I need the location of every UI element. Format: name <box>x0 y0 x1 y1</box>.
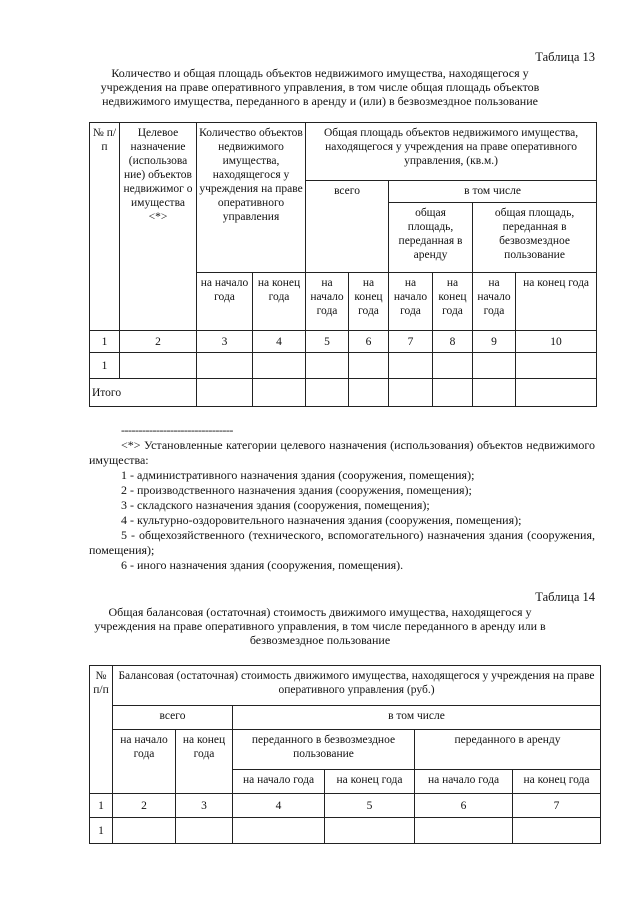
t13-col-number: 10 <box>516 331 597 353</box>
table-cell <box>433 379 473 407</box>
t13-sub-start: на начало года <box>473 273 516 331</box>
footnote-item: 5 - общехозяйственного (технического, вспомогательного) назначения здания (сооружения, помещения); <box>89 528 595 557</box>
table-cell <box>415 818 513 844</box>
table-cell <box>349 353 389 379</box>
footnote-item: 2 - производственного назначения здания (сооружения, помещения); <box>121 483 472 497</box>
table-cell <box>516 379 597 407</box>
t13-col-number: 6 <box>349 331 389 353</box>
table-row <box>90 353 597 379</box>
t14-header-free: переданного в безвозмездное пользование <box>233 730 415 770</box>
t13-sub-end: на конец года <box>516 273 597 331</box>
table-row <box>90 379 597 407</box>
table-cell <box>473 379 516 407</box>
table-cell <box>389 379 433 407</box>
t13-total-label: Итого <box>90 379 197 407</box>
t14-col-number: 3 <box>176 794 233 818</box>
table-cell <box>349 379 389 407</box>
t13-col-number: 9 <box>473 331 516 353</box>
t14-sub-end: на конец года <box>513 770 601 794</box>
t14-header-including: в том числе <box>233 706 601 730</box>
table-cell <box>176 818 233 844</box>
table-cell <box>306 353 349 379</box>
footnote-item: 3 - складского назначения здания (сооружения, помещения); <box>121 498 430 512</box>
table13-label: Таблица 13 <box>535 50 595 64</box>
table-row <box>90 818 601 844</box>
t13-col-number: 5 <box>306 331 349 353</box>
t13-col-number: 4 <box>253 331 306 353</box>
t13-col-number: 3 <box>197 331 253 353</box>
table-cell <box>233 818 325 844</box>
t13-header-total: всего <box>306 181 389 273</box>
t13-header-count: Количество объектов недвижимого имущества, находящегося у учреждения на праве оперативного управления <box>197 123 306 273</box>
t14-col-number: 2 <box>113 794 176 818</box>
t14-header-end: на конец года <box>176 730 233 794</box>
table-cell <box>253 379 306 407</box>
table-cell <box>513 818 601 844</box>
table-cell <box>306 379 349 407</box>
table14-title: Общая балансовая (остаточная) стоимость движимого имущества, находящегося у учреждения на праве оперативного управления, в том числе переданного в аренду или в безвозмездное пользование <box>94 605 546 647</box>
table13 <box>89 122 597 407</box>
t13-col-number: 1 <box>90 331 120 353</box>
t13-row1-num: 1 <box>90 353 120 379</box>
t14-sub-start: на начало года <box>415 770 513 794</box>
t14-header-rent: переданного в аренду <box>415 730 601 770</box>
table13-title: Количество и общая площадь объектов недвижимого имущества, находящегося у учреждения на праве оперативного управления, в том числе общая площадь объектов недвижимого имущества, переданного в аренду и (или) в безвозмездное пользование <box>100 66 540 108</box>
t14-col-number: 1 <box>90 794 113 818</box>
t13-sub-start: на начало года <box>306 273 349 331</box>
t14-col-number: 4 <box>233 794 325 818</box>
table-cell <box>253 353 306 379</box>
table-cell <box>197 353 253 379</box>
t13-header-num: № п/п <box>90 123 120 331</box>
table-cell <box>516 353 597 379</box>
t13-header-including: в том числе <box>389 181 597 203</box>
table-cell <box>325 818 415 844</box>
t14-col-number: 5 <box>325 794 415 818</box>
table14 <box>89 665 601 844</box>
footnote-item: 6 - иного назначения здания (сооружения, помещения). <box>121 558 404 572</box>
table14-label: Таблица 14 <box>535 590 595 604</box>
t13-header-purpose: Целевое назначение (использова ние) объектов недвижимог о имущества <*> <box>120 123 197 331</box>
t13-header-area: Общая площадь объектов недвижимого имущества, находящегося у учреждения на праве оперативного управления, (кв.м.) <box>306 123 597 181</box>
table-cell <box>433 353 473 379</box>
t14-col-number: 7 <box>513 794 601 818</box>
t13-sub-start: на начало года <box>389 273 433 331</box>
footnote-item: 4 - культурно-оздоровительного назначения здания (сооружения, помещения); <box>121 513 522 527</box>
footnote-item: 1 - административного назначения здания (сооружения, помещения); <box>121 468 475 482</box>
t13-sub-end: на конец года <box>253 273 306 331</box>
t14-header-num: № п/п <box>90 666 113 794</box>
t14-header-total: всего <box>113 706 233 730</box>
t14-header-value: Балансовая (остаточная) стоимость движимого имущества, находящегося у учреждения на праве оперативного управления (руб.) <box>113 666 601 706</box>
t13-col-number: 7 <box>389 331 433 353</box>
t13-header-rent: общая площадь, переданная в аренду <box>389 203 473 273</box>
t13-sub-end: на конец года <box>349 273 389 331</box>
footnote-separator: -------------------------------- <box>121 423 233 437</box>
table-cell <box>120 353 197 379</box>
t14-header-start: на начало года <box>113 730 176 794</box>
table-cell <box>473 353 516 379</box>
table-cell <box>197 379 253 407</box>
table-cell <box>113 818 176 844</box>
t14-sub-start: на начало года <box>233 770 325 794</box>
footnotes <box>89 423 595 573</box>
t13-sub-start: на начало года <box>197 273 253 331</box>
t14-col-number: 6 <box>415 794 513 818</box>
table-cell <box>389 353 433 379</box>
t14-sub-end: на конец года <box>325 770 415 794</box>
t13-header-free: общая площадь, переданная в безвозмездное пользование <box>473 203 597 273</box>
t13-col-number: 2 <box>120 331 197 353</box>
footnote-intro: <*> Установленные категории целевого назначения (использования) объектов недвижимого имущества: <box>89 438 595 467</box>
t14-row1-num: 1 <box>90 818 113 844</box>
t13-col-number: 8 <box>433 331 473 353</box>
t13-sub-end: на конец года <box>433 273 473 331</box>
